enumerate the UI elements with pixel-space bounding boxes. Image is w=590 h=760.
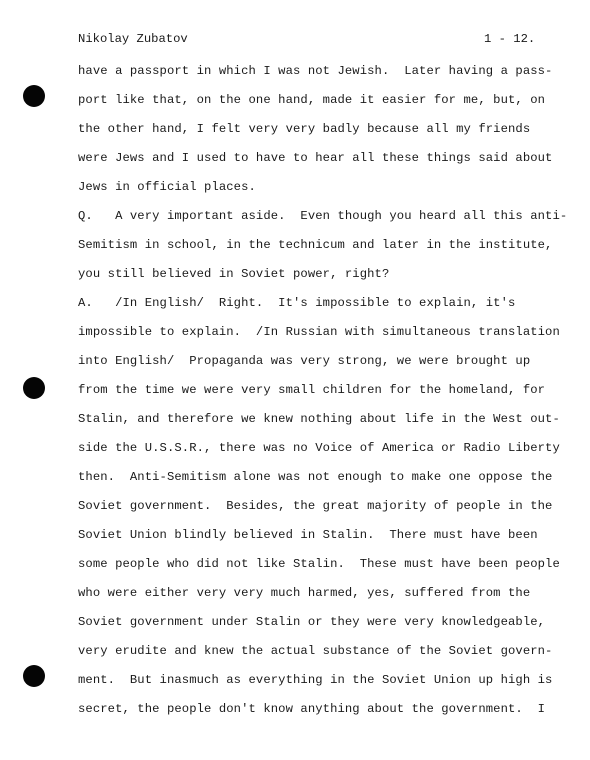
- body-line: you still believed in Soviet power, right?: [78, 267, 390, 281]
- body-line: very erudite and knew the actual substance of the Soviet govern-: [78, 644, 553, 658]
- body-line: the other hand, I felt very very badly because all my friends: [78, 122, 531, 136]
- body-line: into English/ Propaganda was very strong, we were brought up: [78, 354, 531, 368]
- body-line: Jews in official places.: [78, 180, 256, 194]
- body-line: A. /In English/ Right. It's impossible to explain, it's: [78, 296, 516, 310]
- punch-hole-bottom: [23, 665, 45, 687]
- header-page-number: 1 - 12.: [484, 32, 536, 46]
- body-line: side the U.S.S.R., there was no Voice of America or Radio Liberty: [78, 441, 560, 455]
- body-line: have a passport in which I was not Jewish. Later having a pass-: [78, 64, 553, 78]
- body-line: who were either very very much harmed, yes, suffered from the: [78, 586, 531, 600]
- body-line: were Jews and I used to have to hear all these things said about: [78, 151, 553, 165]
- body-line: Q. A very important aside. Even though you heard all this anti-: [78, 209, 568, 223]
- body-line: Soviet Union blindly believed in Stalin. There must have been: [78, 528, 538, 542]
- body-line: Stalin, and therefore we knew nothing about life in the West out-: [78, 412, 560, 426]
- body-line: then. Anti-Semitism alone was not enough to make one oppose the: [78, 470, 553, 484]
- body-line: Soviet government under Stalin or they were very knowledgeable,: [78, 615, 546, 629]
- body-line: ment. But inasmuch as everything in the Soviet Union up high is: [78, 673, 553, 687]
- body-line: secret, the people don't know anything about the government. I: [78, 702, 546, 716]
- body-line: Soviet government. Besides, the great majority of people in the: [78, 499, 553, 513]
- body-line: impossible to explain. /In Russian with simultaneous translation: [78, 325, 560, 339]
- header-author: Nikolay Zubatov: [78, 32, 188, 46]
- body-line: port like that, on the one hand, made it easier for me, but, on: [78, 93, 546, 107]
- body-line: Semitism in school, in the technicum and later in the institute,: [78, 238, 553, 252]
- punch-hole-top: [23, 85, 45, 107]
- body-line: some people who did not like Stalin. These must have been people: [78, 557, 560, 571]
- body-line: from the time we were very small children for the homeland, for: [78, 383, 546, 397]
- punch-hole-middle: [23, 377, 45, 399]
